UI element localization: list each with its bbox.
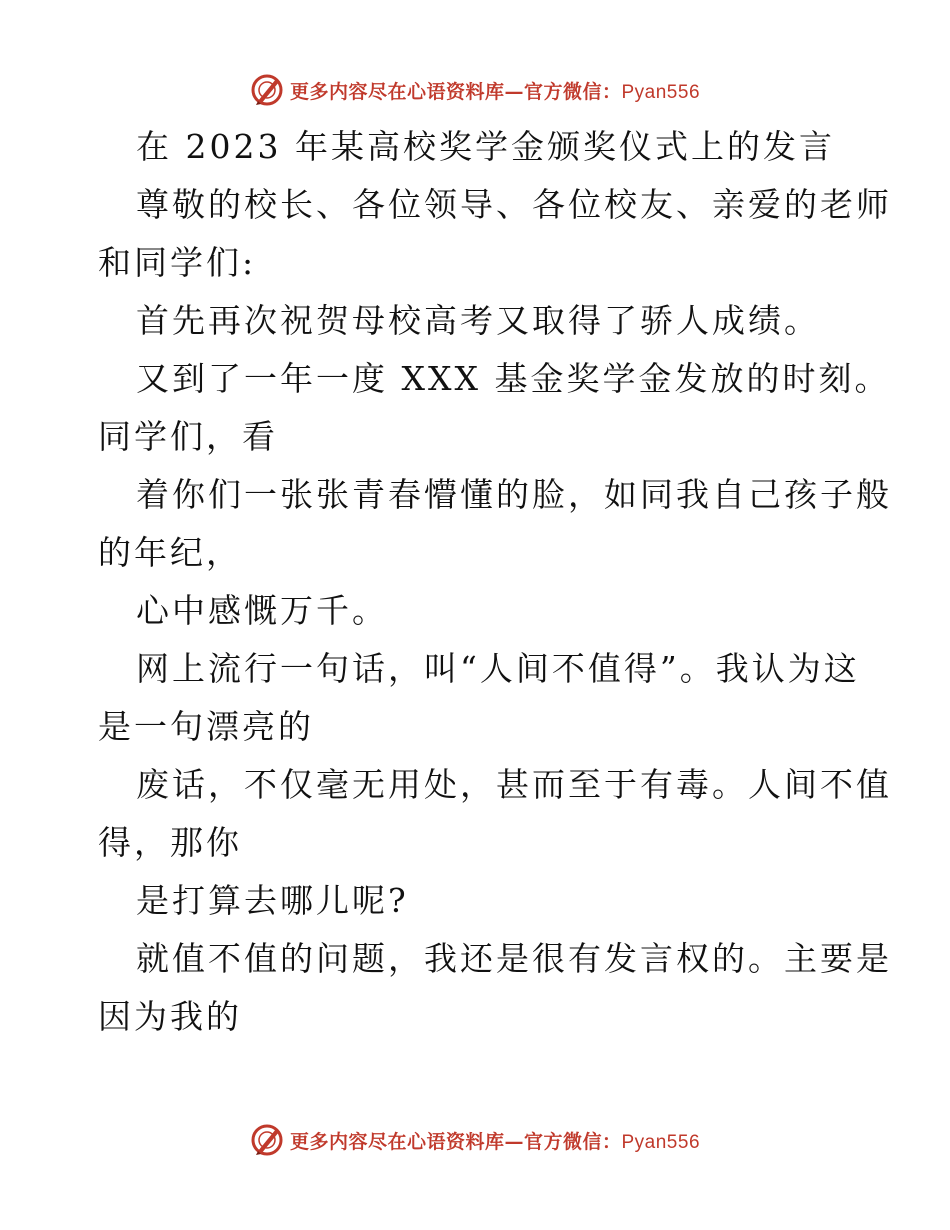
text-line: 和同学们: xyxy=(98,243,257,282)
text-line: 尊敬的校长、各位领导、各位校友、亲爱的老师 xyxy=(136,185,892,224)
text-line: 是打算去哪儿呢? xyxy=(136,881,409,920)
text-line: 同学们，看 xyxy=(98,417,278,456)
text-line: 心中感慨万千。 xyxy=(136,591,388,630)
text-line: 废话，不仅毫无用处，甚而至于有毒。人间不值 xyxy=(136,765,892,804)
text-line: 的年纪， xyxy=(98,533,242,572)
header-watermark xyxy=(0,70,950,110)
text-line: 首先再次祝贺母校高考又取得了骄人成绩。 xyxy=(136,301,820,340)
pen-logo-icon xyxy=(250,73,284,107)
pen-logo-icon xyxy=(250,1123,284,1157)
text-line: 因为我的 xyxy=(98,997,242,1036)
text-line: 在 2023 年某高校奖学金颁奖仪式上的发言 xyxy=(136,127,835,166)
document-body xyxy=(98,118,892,1046)
text-line: 得，那你 xyxy=(98,823,242,862)
watermark-text: 更多内容尽在心语资料库—官方微信：Pyan556 xyxy=(289,80,701,103)
text-line: 着你们一张张青春懵懂的脸，如同我自己孩子般 xyxy=(136,475,892,514)
text-line: 又到了一年一度 XXX 基金奖学金发放的时刻。 xyxy=(136,359,891,398)
watermark-text: 更多内容尽在心语资料库—官方微信：Pyan556 xyxy=(289,1130,701,1153)
footer-watermark xyxy=(0,1120,950,1160)
text-line: 网上流行一句话，叫“人间不值得”。我认为这 xyxy=(136,649,860,688)
text-line: 是一句漂亮的 xyxy=(98,707,314,746)
text-line: 就值不值的问题，我还是很有发言权的。主要是 xyxy=(136,939,892,978)
